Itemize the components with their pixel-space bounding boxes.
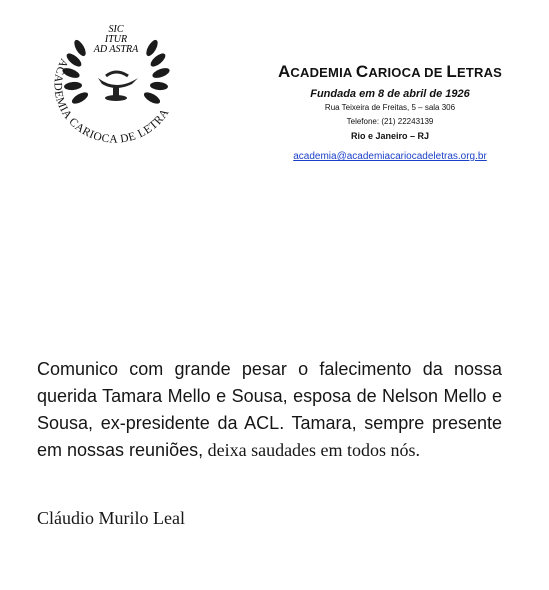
street-address: Rua Teixeira de Freitas, 5 – sala 306 xyxy=(324,103,456,112)
laurel-wreath-emblem-icon xyxy=(40,18,190,143)
message-text-serif: deixa saudades em todos nós. xyxy=(203,440,421,460)
signature: Cláudio Murilo Leal xyxy=(37,508,185,528)
letterhead-info xyxy=(250,62,530,164)
academy-logo xyxy=(40,18,190,143)
motto-middle: ITUR xyxy=(104,34,128,45)
city-state: Rio e Janeiro – RJ xyxy=(350,131,430,141)
condolence-message xyxy=(37,356,502,464)
logo-ring-text: ACADEMIA CARIOCA DE LETRA xyxy=(51,56,172,143)
motto-top: SIC xyxy=(108,24,124,35)
institution-name: ACADEMIA CARIOCA DE LETRAS xyxy=(277,62,503,81)
phone-number: Telefone: (21) 22243139 xyxy=(346,117,434,126)
motto-bottom: AD ASTRA xyxy=(93,44,139,55)
founding-date: Fundada em 8 de abril de 1926 xyxy=(310,88,470,100)
message-text-sans: Comunico com grande pesar o falecimento da nossa querida Tamara Mello e Sousa, esposa de Nelson Mello e Sousa, ex-presidente da ACL. Tamara, sempre presente em nossas reuniões, xyxy=(37,359,502,460)
email-link[interactable]: academia@academiacariocadeletras.org.br xyxy=(293,151,487,162)
